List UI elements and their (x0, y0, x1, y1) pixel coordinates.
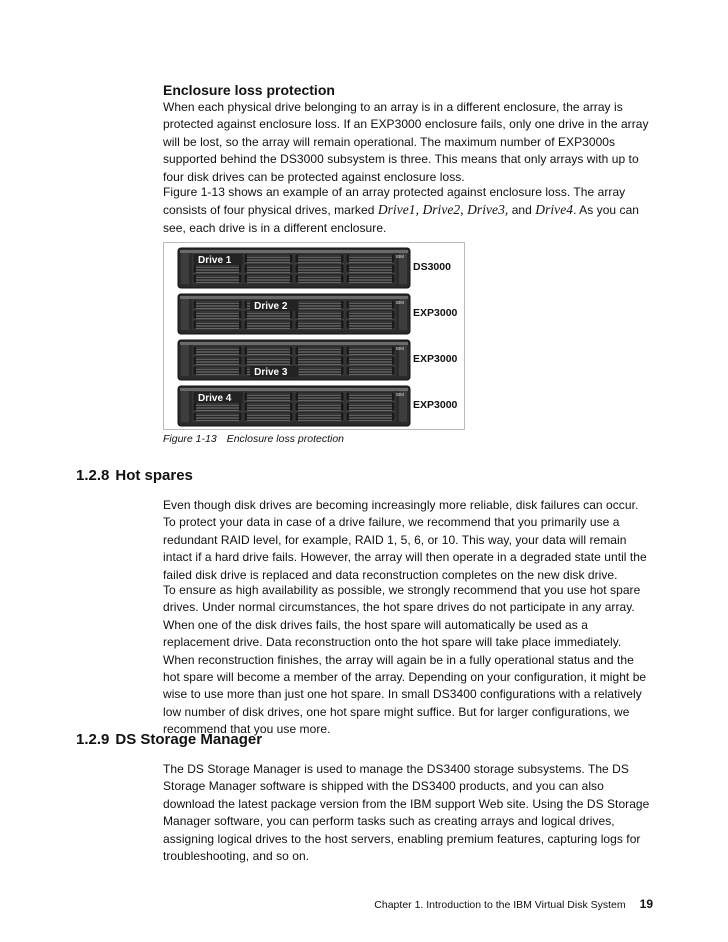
drive-bay (193, 300, 242, 309)
drive-bay (346, 366, 395, 375)
drive-bay (193, 356, 242, 365)
drive-bay (346, 300, 395, 309)
drive-bay (295, 366, 344, 375)
figure-caption (163, 433, 344, 445)
subheading-enclosure-loss: Enclosure loss protection (163, 82, 335, 98)
drive-bay (244, 412, 293, 421)
drive-bay (346, 412, 395, 421)
drive-bay (244, 274, 293, 283)
drive-bay (193, 310, 242, 319)
drive-bay (193, 320, 242, 329)
para2-intro: Figure 1-13 shows an example of an array protected against enclosure loss. The array consists of four physical drives, marked (163, 185, 626, 218)
brand-mark: IBM (395, 300, 404, 305)
drive-bay (346, 254, 395, 263)
drive-bay (346, 320, 395, 329)
drive-bay (346, 392, 395, 401)
drive-bay (346, 402, 395, 411)
hot-spares-para2-text: To ensure as high availability as possible, we strongly recommend that you use hot spare drives. Under normal circumstances, the hot spare drives do not participate in any array. When one of the disk drives fails, the host spare will automatically be used as a replacement drive. Data reconstruction onto the hot spare will take place immediately. When reconstruction finishes, the array will again be in a fully operational status and the hot spare will become a member of the array. Depending on your configuration, it might be wise to use more than just one hot spare. In small DS3400 configurations with a relatively low number of disk drives, one hot spare might suffice. But for larger configurations, we recommend that you use more. (163, 583, 647, 737)
drive-bay (346, 310, 395, 319)
section-number: 1.2.8 (76, 467, 110, 484)
enclosure-para1-text: When each physical drive belonging to an array is in a different enclosure, the array is protected against enclosure loss. If an EXP3000 enclosure fails, only one drive in the array will be lost, so the array will remain operational. The maximum number of EXP3000s supported behind the DS3000 subsystem is three. This means that only arrays with up to four disk drives can be protected against enclosure loss. (163, 100, 649, 184)
enclosure-top-edge (180, 296, 408, 299)
section-title: Hot spares (115, 467, 193, 484)
drive-bay (346, 264, 395, 273)
section-title: DS Storage Manager (115, 731, 263, 748)
drive-bay (244, 346, 293, 355)
enclosure-left-ear (181, 299, 189, 330)
enclosure-model-label: EXP3000 (413, 399, 458, 411)
para2-drive-list: Drive1, Drive2, Drive3, (377, 202, 509, 218)
drive-label: Drive 4 (198, 393, 232, 404)
drive-bay (244, 356, 293, 365)
page-footer (300, 897, 653, 911)
enclosure-para2-text (163, 184, 653, 237)
drive-label: Drive 3 (254, 367, 288, 378)
drive-bay (244, 264, 293, 273)
section-heading-hot-spares (76, 467, 193, 485)
footer-page-number: 19 (639, 897, 653, 911)
drive-bay (193, 274, 242, 283)
drive-label: Drive 1 (198, 255, 232, 266)
drive-bay (295, 412, 344, 421)
drive-bay (295, 392, 344, 401)
drive-bay (193, 366, 242, 375)
enclosure-paragraph-2 (163, 184, 653, 237)
footer-chapter-title: Chapter 1. Introduction to the IBM Virtual Disk System (374, 899, 626, 911)
enclosure-top-edge (180, 388, 408, 391)
enclosure-paragraph-1 (163, 99, 653, 186)
drive-bay (193, 412, 242, 421)
enclosure-left-ear (181, 253, 189, 284)
section-heading-ds-storage-manager (76, 731, 262, 749)
para2-drive4: Drive4 (535, 202, 574, 218)
enclosure-top-edge (180, 342, 408, 345)
enclosure-model-label: EXP3000 (413, 353, 458, 365)
drive-bay (295, 320, 344, 329)
drive-label: Drive 2 (254, 301, 288, 312)
drive-bay (244, 392, 293, 401)
figure-enclosure-diagram (163, 242, 465, 430)
ds-manager-paragraph-1 (163, 761, 653, 865)
enclosure-left-ear (181, 345, 189, 376)
drive-bay (346, 274, 395, 283)
enclosure-model-label: DS3000 (413, 261, 451, 273)
drive-bay (295, 346, 344, 355)
drive-bay (244, 320, 293, 329)
drive-bay (193, 346, 242, 355)
figure-caption-text: Enclosure loss protection (226, 433, 345, 445)
drive-bay (295, 310, 344, 319)
para2-and: and (508, 203, 536, 218)
brand-mark: IBM (395, 346, 404, 351)
ds-manager-para1-text: The DS Storage Manager is used to manage the DS3400 storage subsystems. The DS Storage Manager software is shipped with the DS3400 products, and you can also download the latest package version from the IBM support Web site. Using the DS Storage Manager software, you can perform tasks such as creating arrays and logical drives, assigning logical drives to the host servers, enabling premium features, capturing logs for troubleshooting, and so on. (163, 762, 650, 864)
drive-bay (295, 264, 344, 273)
brand-mark: IBM (395, 254, 404, 259)
enclosure-model-label: EXP3000 (413, 307, 458, 319)
figure-caption-number: Figure 1-13 (163, 433, 217, 445)
enclosure-left-ear (181, 391, 189, 422)
brand-mark: IBM (395, 392, 404, 397)
drive-bay (295, 402, 344, 411)
hot-spares-para1-text: Even though disk drives are becoming increasingly more reliable, disk failures can occur. To protect your data in case of a drive failure, we recommend that you primarily use a redundant RAID level, for example, RAID 1, 5, 6, or 10. This way, your data will remain intact if a hard drive fails. However, the array will then operate in a degraded state until the failed disk drive is replaced and data reconstruction completes on the new disk drive. (163, 498, 647, 582)
drive-bay (346, 356, 395, 365)
enclosure-diagram-image (164, 243, 464, 429)
drive-bay (295, 254, 344, 263)
section-number: 1.2.9 (76, 731, 110, 748)
drive-bay (244, 254, 293, 263)
drive-bay (295, 274, 344, 283)
drive-bay (295, 356, 344, 365)
drive-bay (295, 300, 344, 309)
hot-spares-paragraph-1 (163, 497, 653, 584)
hot-spares-paragraph-2 (163, 582, 653, 739)
drive-bay (346, 346, 395, 355)
para2-outro: . As you can see, each drive is in a different enclosure. (163, 203, 640, 235)
drive-bay (244, 402, 293, 411)
enclosure-top-edge (180, 250, 408, 253)
